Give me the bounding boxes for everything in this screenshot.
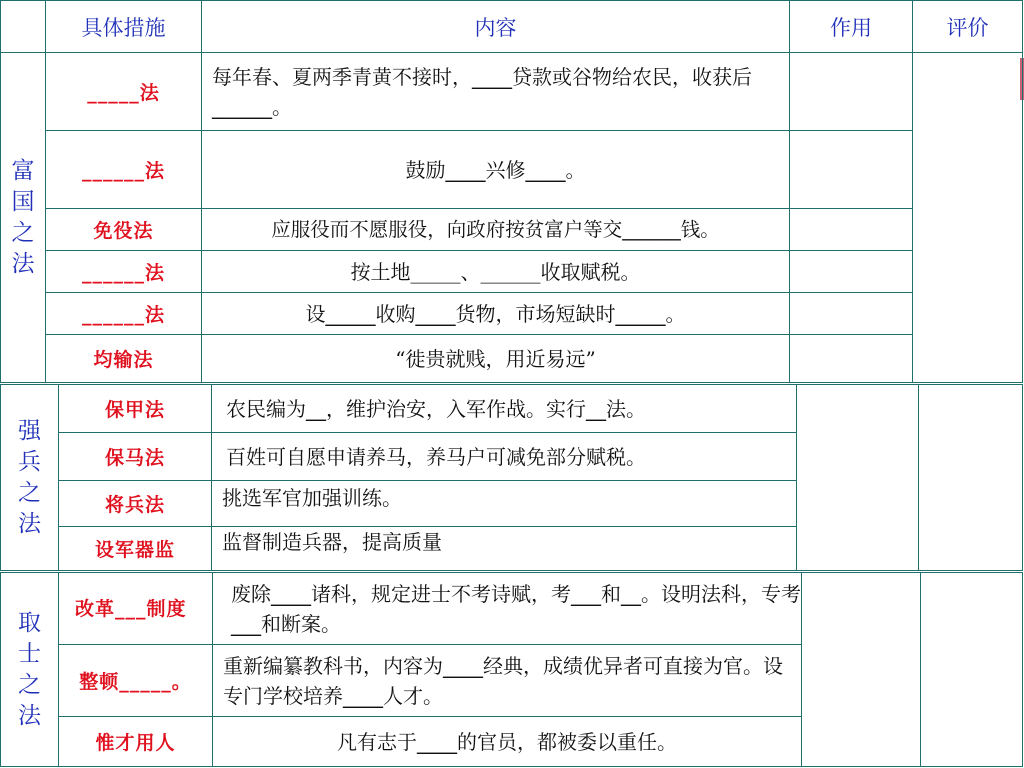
measure-cell: 改革___制度 [59, 573, 213, 645]
effect-cell[interactable] [790, 293, 913, 335]
table-row [1, 573, 1023, 645]
measure-cell: ______法 [46, 131, 202, 209]
measure-cell: 惟才用人 [59, 717, 213, 767]
effect-cell[interactable] [790, 335, 913, 383]
effect-cell[interactable] [790, 251, 913, 293]
effect-cell[interactable] [790, 53, 913, 131]
content-cell: 应服役而不愿服役，向政府按贫富户等交______钱。 [202, 209, 790, 251]
content-cell: 废除____诸科，规定进士不考诗赋，考___和__。设明法科，专考___和断案。 [213, 573, 802, 645]
effect-cell[interactable] [790, 131, 913, 209]
content-cell: 按土地_____、______收取赋税。 [202, 251, 790, 293]
content-cell: 农民编为__，维护治安，入军作战。实行__法。 [212, 385, 797, 433]
table-row [1, 251, 1023, 293]
category-fuguo: 富 国 之 法 [1, 53, 46, 383]
evaluation-cell[interactable] [921, 573, 1023, 767]
content-cell: 挑选军官加强训练。 [212, 481, 797, 527]
content-cell: 百姓可自愿申请养马，养马户可减免部分赋税。 [212, 433, 797, 481]
content-cell: 重新编纂教科书，内容为____经典，成绩优异者可直接为官。设专门学校培养____人才。 [213, 645, 802, 717]
content-cell: 凡有志于____的官员，都被委以重任。 [213, 717, 802, 767]
measure-cell: 设军器监 [59, 527, 212, 571]
measure-cell: 均输法 [46, 335, 202, 383]
measure-cell: _____法 [46, 53, 202, 131]
content-cell: 设_____收购____货物，市场短缺时_____。 [202, 293, 790, 335]
content-cell: 鼓励____兴修____。 [202, 131, 790, 209]
measure-cell: ______法 [46, 251, 202, 293]
header-effect: 作用 [790, 1, 913, 53]
effect-cell[interactable] [797, 385, 919, 571]
header-corner [1, 1, 46, 53]
table-row [1, 385, 1023, 433]
measure-cell: 整顿_____。 [59, 645, 213, 717]
table-row [1, 335, 1023, 383]
measure-cell: 将兵法 [59, 481, 212, 527]
content-cell: 每年春、夏两季青黄不接时，____贷款或谷物给农民，收获后______。 [202, 53, 790, 131]
evaluation-cell[interactable] [913, 53, 1023, 383]
header-measures: 具体措施 [46, 1, 202, 53]
effect-cell[interactable] [802, 573, 921, 767]
measure-cell: 免役法 [46, 209, 202, 251]
table-row [1, 293, 1023, 335]
category-qushi: 取 士 之 法 [1, 573, 59, 767]
qiangbing-table [0, 384, 1023, 571]
header-row [1, 1, 1023, 53]
evaluation-cell[interactable] [919, 385, 1023, 571]
qushi-table [0, 572, 1023, 767]
header-content: 内容 [202, 1, 790, 53]
content-cell: “徙贵就贱，用近易远” [202, 335, 790, 383]
measure-cell: 保马法 [59, 433, 212, 481]
measure-cell: 保甲法 [59, 385, 212, 433]
table-row [1, 131, 1023, 209]
header-evaluation: 评价 [913, 1, 1023, 53]
effect-cell[interactable] [790, 209, 913, 251]
content-cell: 监督制造兵器，提高质量 [212, 527, 797, 571]
table-row [1, 53, 1023, 131]
measure-cell: ______法 [46, 293, 202, 335]
category-qiangbing: 强 兵 之 法 [1, 385, 59, 571]
fuguo-table [0, 0, 1023, 383]
table-row [1, 209, 1023, 251]
